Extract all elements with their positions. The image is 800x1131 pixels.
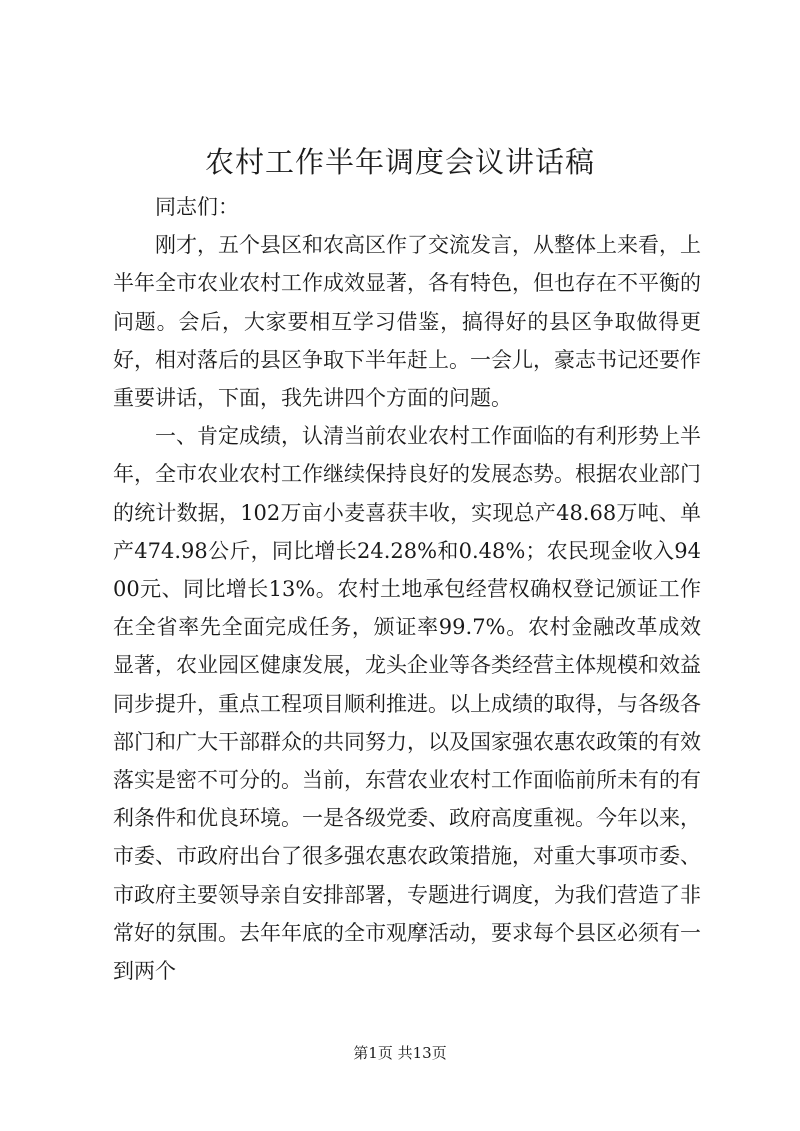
page-footer: 第1页 共13页 — [353, 1044, 447, 1062]
document-body — [113, 188, 701, 990]
paragraph-1: 刚才，五个县区和农高区作了交流发言，从整体上来看，上半年全市农业农村工作成效显著，各有特色，但也存在不平衡的问题。会后，大家要相互学习借鉴，搞得好的县区争取做得更好，相对落后的县区争取下半年赶上。一会儿，豪志书记还要作重要讲话，下面，我先讲四个方面的问题。 — [113, 233, 701, 411]
paragraph-2: 一、肯定成绩，认清当前农业农村工作面临的有利形势上半年，全市农业农村工作继续保持良好的发展态势。根据农业部门的统计数据，102万亩小麦喜获丰收，实现总产48.68万吨、单产474.98公斤，同比增长24.28%和0.48%；农民现金收入9400元、同比增长13%。农村土地承包经营权确权登记颁证工作在全省率先全面完成任务，颁证率99.7%。农村金融改革成效显著，农业园区健康发展，龙头企业等各类经营主体规模和效益同步提升，重点工程项目顺利推进。以上成绩的取得，与各级各部门和广大干部群众的共同努力，以及国家强农惠农政策的有效落实是密不可分的。当前，东营农业农村工作面临前所未有的有利条件和优良环境。一是各级党委、政府高度重视。今年以来，市委、市政府出台了很多强农惠农政策措施，对重大事项市委、市政府主要领导亲自安排部署，专题进行调度，为我们营造了非常好的氛围。去年年底的全市观摩活动，要求每个县区必须有一到两个 — [113, 424, 701, 984]
salutation: 同志们： — [155, 195, 239, 219]
document-title: 农村工作半年调度会议讲话稿 — [204, 145, 595, 179]
